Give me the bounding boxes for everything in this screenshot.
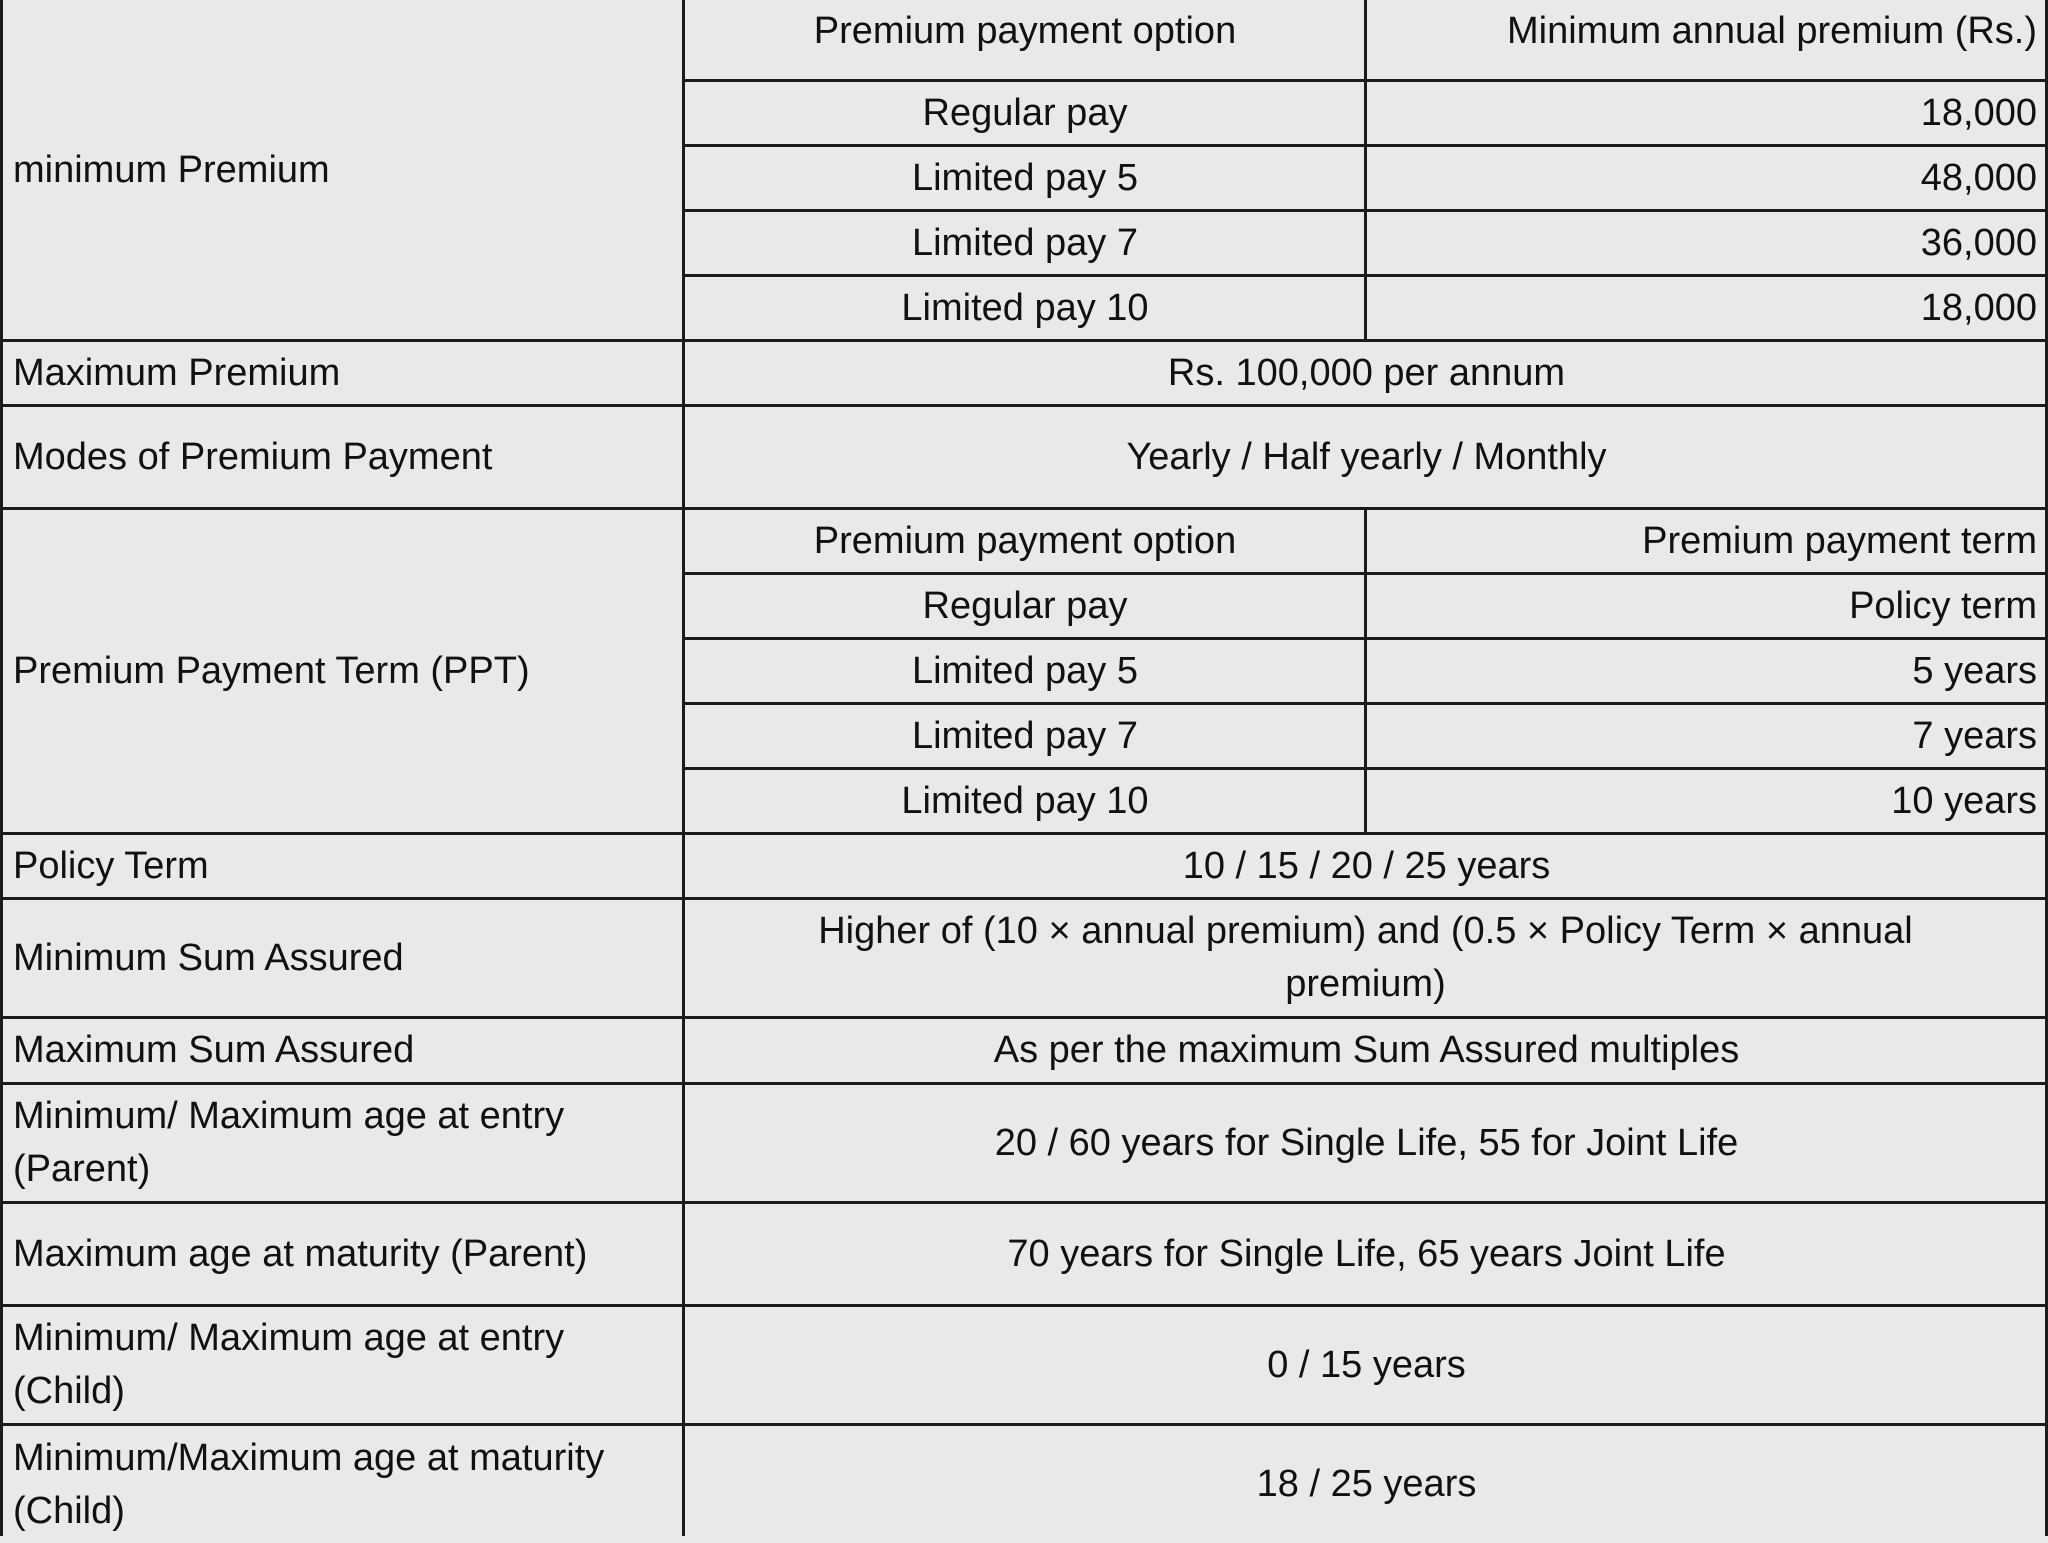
row-label-entry-age-parent: Minimum/ Maximum age at entry (Parent)	[13, 1095, 565, 1190]
value-modes: Yearly / Half yearly / Monthly	[1126, 435, 1607, 478]
header-premium-payment-option: Premium payment option	[813, 10, 1237, 52]
value-min-sum-assured: Higher of (10 × annual premium) and (0.5 × Policy Term × annual premium)	[818, 910, 1913, 1005]
option-limited-pay-5: Limited pay 5	[911, 156, 1138, 199]
term-value: 7 years	[1912, 714, 2037, 757]
premium-value: 18,000	[1920, 91, 2037, 134]
row-label-min-sum-assured: Minimum Sum Assured	[13, 936, 404, 979]
value-maturity-age-parent: 70 years for Single Life, 65 years Joint Life	[1007, 1232, 1726, 1275]
row-label-policy-term: Policy Term	[13, 844, 209, 887]
value-max-sum-assured: As per the maximum Sum Assured multiples	[993, 1029, 1740, 1071]
row-label-modes: Modes of Premium Payment	[13, 435, 493, 478]
row-label-maximum-premium: Maximum Premium	[13, 351, 341, 394]
value-entry-age-child: 0 / 15 years	[1267, 1343, 1466, 1386]
value-maturity-age-child: 18 / 25 years	[1256, 1462, 1477, 1505]
option-limited-pay-7: Limited pay 7	[911, 714, 1138, 757]
header-premium-payment-option: Premium payment option	[813, 519, 1237, 562]
option-limited-pay-7: Limited pay 7	[911, 221, 1138, 264]
row-label-entry-age-child: Minimum/ Maximum age at entry (Child)	[13, 1317, 565, 1412]
row-label-maturity-age-child: Minimum/Maximum age at maturity (Child)	[13, 1436, 605, 1532]
header-minimum-annual-premium: Minimum annual premium (Rs.)	[1506, 10, 2037, 52]
value-policy-term: 10 / 15 / 20 / 25 years	[1182, 844, 1551, 887]
value-maximum-premium: Rs. 100,000 per annum	[1167, 351, 1566, 394]
option-regular-pay: Regular pay	[922, 584, 1128, 627]
row-label-ppt: Premium Payment Term (PPT)	[13, 649, 530, 692]
value-entry-age-parent: 20 / 60 years for Single Life, 55 for Joint Life	[994, 1121, 1739, 1164]
term-value: Policy term	[1849, 584, 2037, 627]
option-limited-pay-10: Limited pay 10	[901, 286, 1149, 329]
term-value: 5 years	[1912, 649, 2037, 692]
header-premium-payment-term: Premium payment term	[1642, 519, 2037, 562]
option-limited-pay-5: Limited pay 5	[911, 649, 1138, 692]
premium-value: 48,000	[1920, 156, 2037, 199]
option-limited-pay-10: Limited pay 10	[901, 779, 1149, 822]
option-regular-pay: Regular pay	[922, 91, 1128, 134]
premium-value: 36,000	[1920, 221, 2037, 264]
premium-value: 18,000	[1920, 286, 2037, 329]
row-label-max-sum-assured: Maximum Sum Assured	[13, 1029, 415, 1071]
term-value: 10 years	[1891, 779, 2037, 822]
row-label-maturity-age-parent: Maximum age at maturity (Parent)	[13, 1232, 588, 1275]
row-label-minimum-premium: minimum Premium	[13, 149, 330, 191]
